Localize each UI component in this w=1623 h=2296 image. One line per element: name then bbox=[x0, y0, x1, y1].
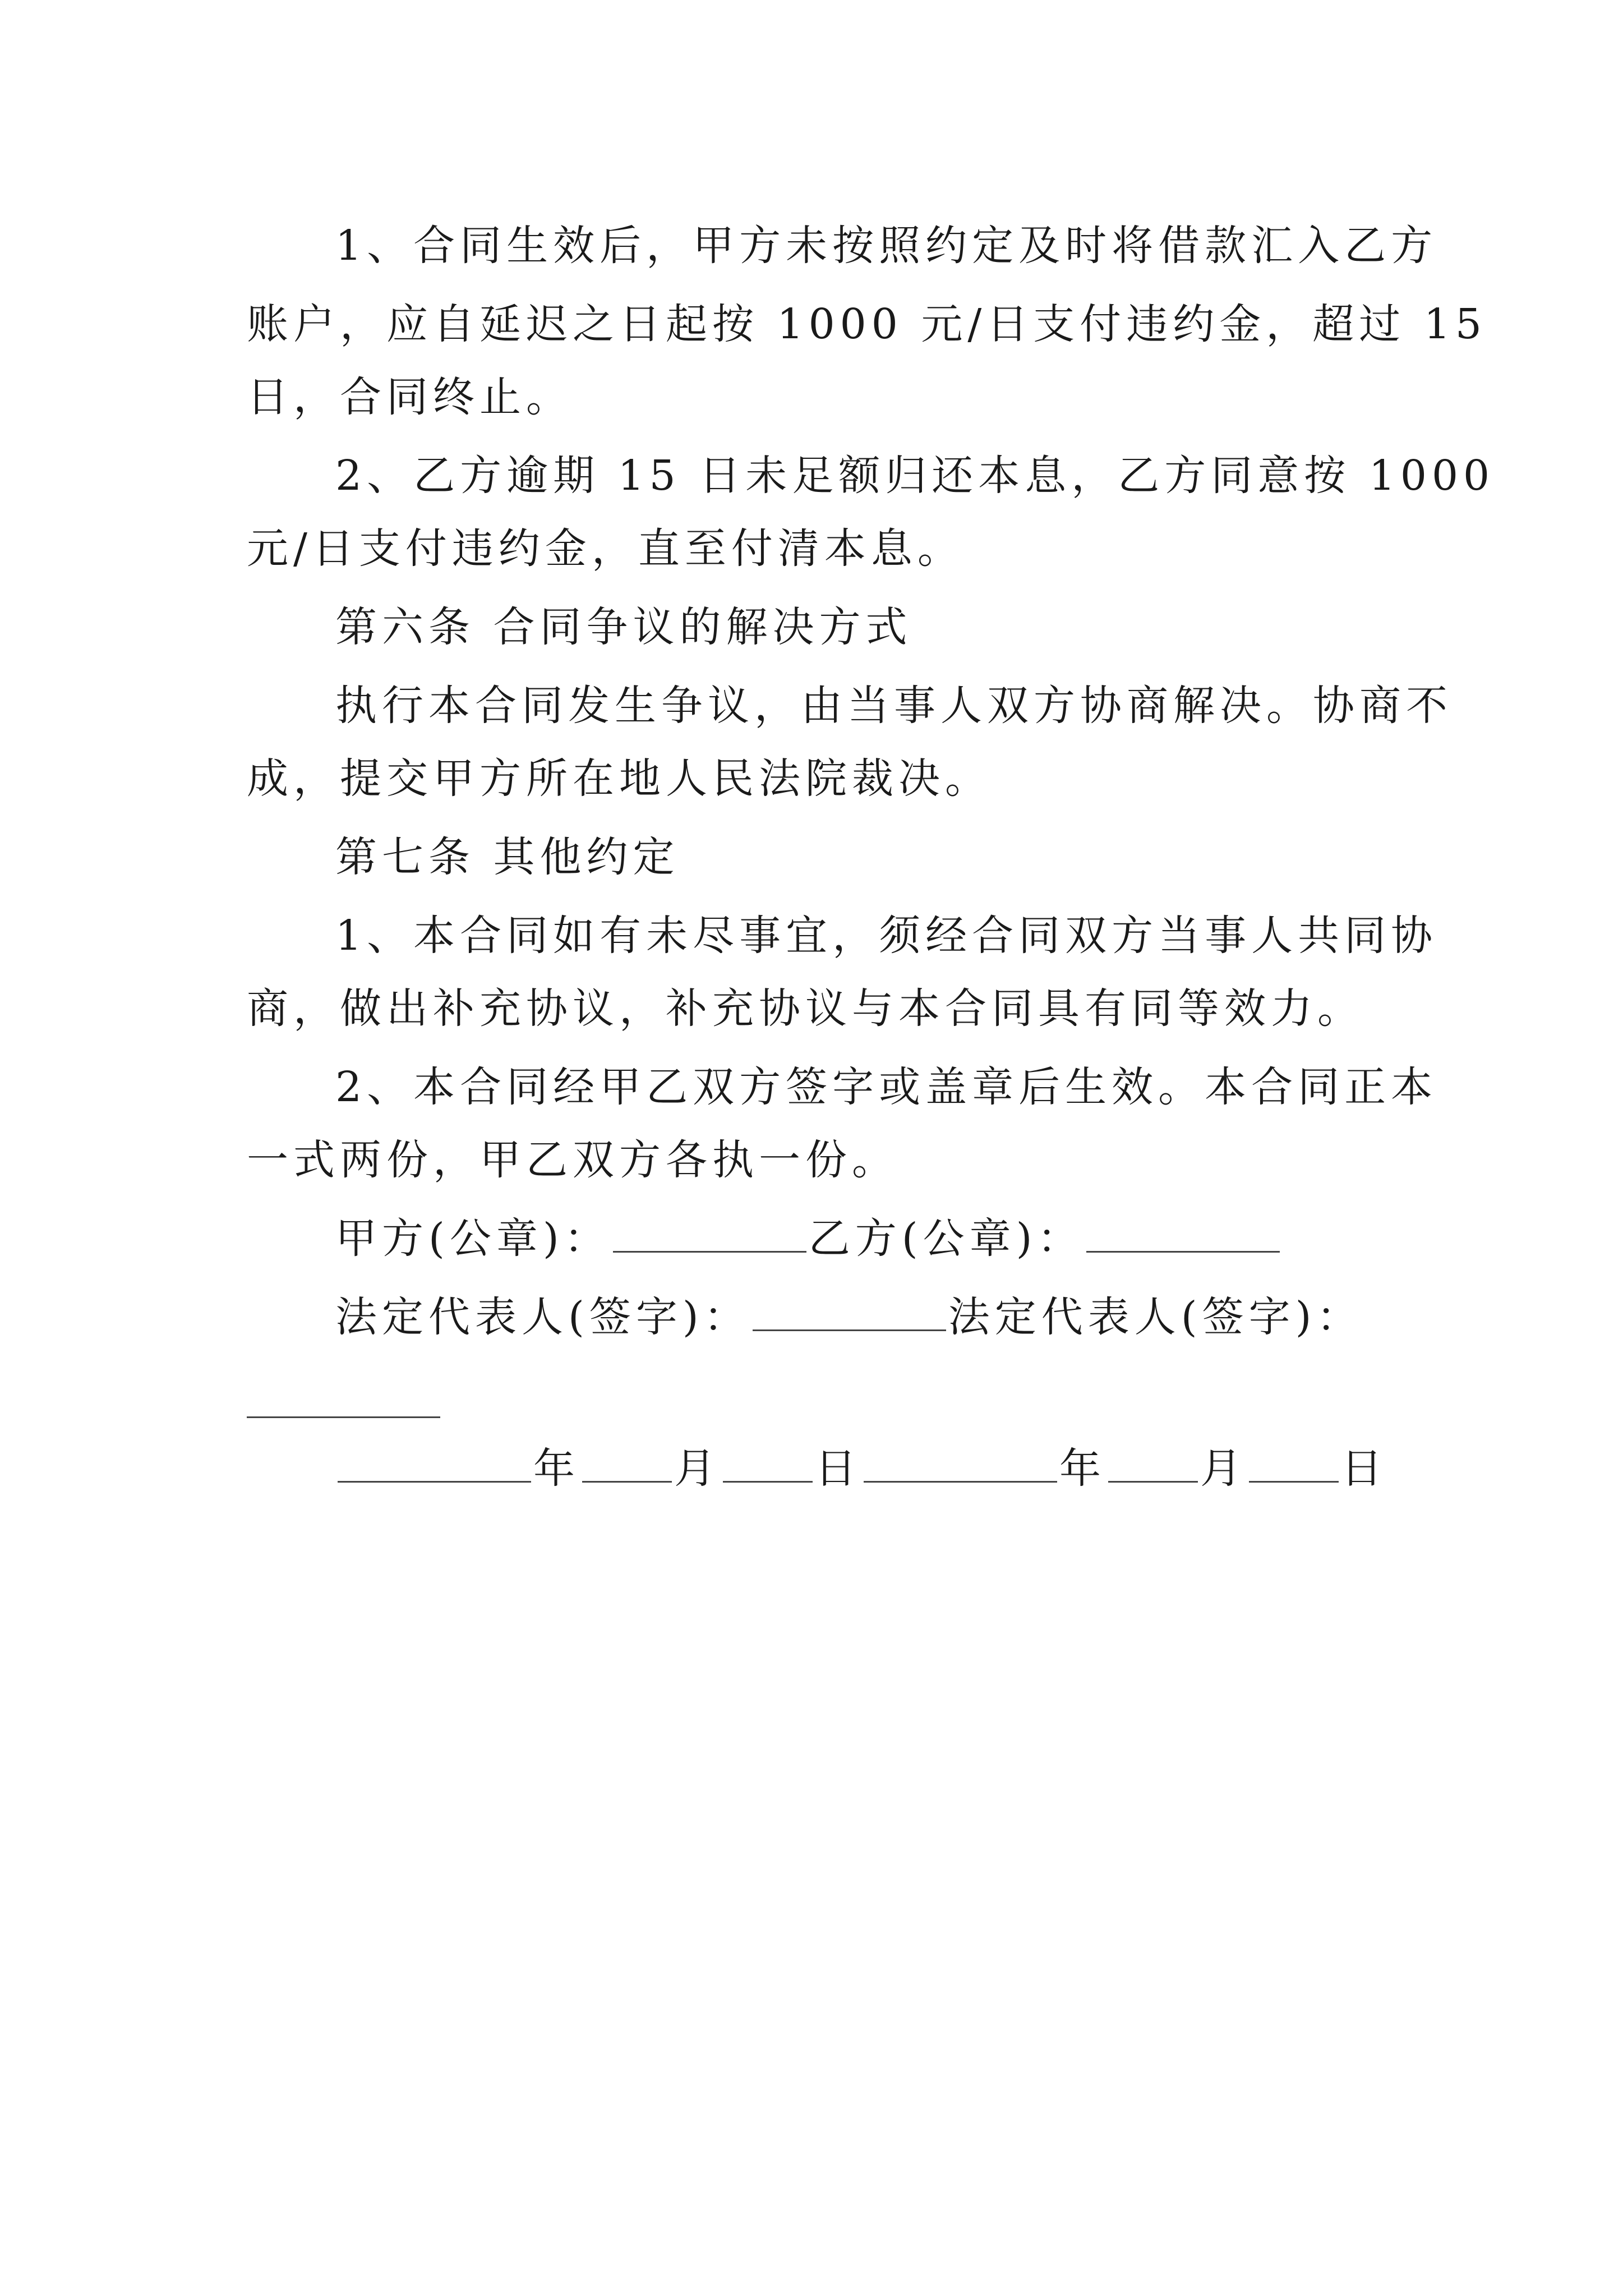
article-6-heading: 第六条 合同争议的解决方式 bbox=[335, 603, 912, 651]
clause-2-line-2: 元/日支付违约金，直至付清本息。 bbox=[247, 524, 964, 573]
seal-line bbox=[335, 1211, 1282, 1267]
party-a-year-label: 年 bbox=[533, 1444, 580, 1493]
other-clause-2-line-2: 一式两份，甲乙双方各执一份。 bbox=[247, 1136, 898, 1184]
party-a-seal-blank[interactable] bbox=[613, 1214, 806, 1253]
other-clause-1-line-1: 1、本合同如有未尽事宜，须经合同双方当事人共同协 bbox=[335, 912, 1438, 960]
party-b-seal-blank[interactable] bbox=[1086, 1214, 1280, 1253]
representative-line bbox=[335, 1289, 1363, 1345]
clause-1-line-2: 账户，应自延迟之日起按 1000 元/日支付违约金，超过 15 bbox=[247, 300, 1487, 348]
clause-1-line-3: 日，合同终止。 bbox=[247, 373, 573, 421]
party-b-day-label: 日 bbox=[1341, 1444, 1387, 1493]
other-clause-1-line-2: 商，做出补充协议，补充协议与本合同具有同等效力。 bbox=[247, 984, 1364, 1033]
party-b-month-blank[interactable] bbox=[1108, 1444, 1198, 1483]
clause-1-line-1: 1、合同生效后，甲方未按照约定及时将借款汇入乙方 bbox=[335, 222, 1438, 270]
party-b-rep-blank[interactable] bbox=[247, 1416, 440, 1418]
party-a-month-blank[interactable] bbox=[582, 1444, 672, 1483]
clause-2-line-1: 2、乙方逾期 15 日未足额归还本息，乙方同意按 1000 bbox=[335, 452, 1495, 500]
party-b-year-label: 年 bbox=[1059, 1444, 1106, 1493]
party-b-day-blank[interactable] bbox=[1249, 1444, 1339, 1483]
party-a-year-blank[interactable] bbox=[338, 1444, 531, 1483]
party-b-seal-label: 乙方(公章)： bbox=[808, 1214, 1084, 1263]
party-b-rep-label: 法定代表人(签字)： bbox=[948, 1293, 1363, 1341]
dispute-line-1: 执行本合同发生争议，由当事人双方协商解决。协商不 bbox=[335, 682, 1453, 730]
party-a-seal-label: 甲方(公章)： bbox=[335, 1214, 611, 1263]
party-b-year-blank[interactable] bbox=[864, 1444, 1057, 1483]
party-a-month-label: 月 bbox=[674, 1444, 721, 1493]
dispute-line-2: 成，提交甲方所在地人民法院裁决。 bbox=[247, 754, 992, 803]
article-7-heading: 第七条 其他约定 bbox=[335, 833, 680, 881]
party-a-day-label: 日 bbox=[815, 1444, 861, 1493]
party-b-month-label: 月 bbox=[1200, 1444, 1247, 1493]
party-a-rep-blank[interactable] bbox=[753, 1292, 946, 1331]
party-a-rep-label: 法定代表人(签字)： bbox=[335, 1293, 750, 1341]
date-line bbox=[335, 1441, 1387, 1497]
party-a-day-blank[interactable] bbox=[723, 1444, 813, 1483]
other-clause-2-line-1: 2、本合同经甲乙双方签字或盖章后生效。本合同正本 bbox=[335, 1063, 1438, 1111]
